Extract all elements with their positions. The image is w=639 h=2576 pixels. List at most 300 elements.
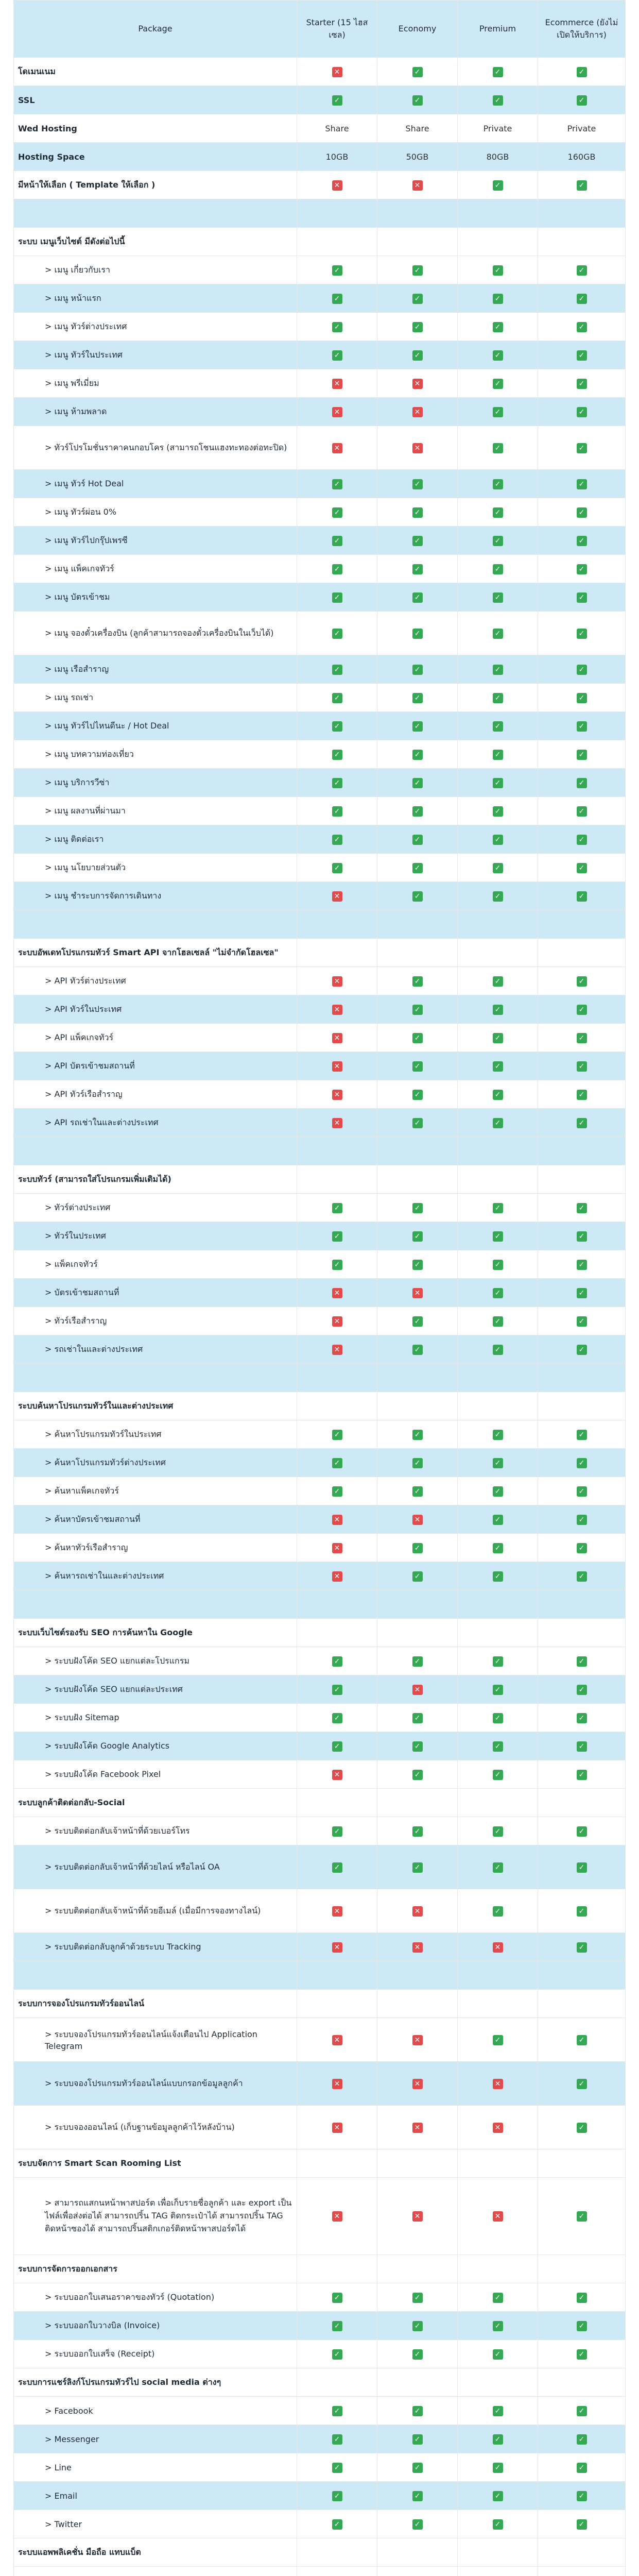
table-row xyxy=(14,2178,626,2255)
cell-premium xyxy=(458,1845,538,1889)
check-icon: ✓ xyxy=(493,863,503,873)
table-row xyxy=(14,2340,626,2368)
table-row xyxy=(14,2283,626,2312)
cell-ecommerce xyxy=(538,2312,626,2340)
table-row xyxy=(14,171,626,199)
check-icon: ✓ xyxy=(412,976,423,987)
feature-label: > Facebook xyxy=(14,2397,297,2425)
cell-economy xyxy=(377,1420,458,1449)
cell-ecommerce xyxy=(538,1961,626,1990)
check-icon: ✓ xyxy=(577,592,587,603)
table-row xyxy=(14,1449,626,1477)
cell-starter xyxy=(297,1250,377,1279)
cell-ecommerce xyxy=(538,256,626,284)
check-icon: ✓ xyxy=(412,1345,423,1355)
table-row xyxy=(14,2510,626,2538)
cross-icon: ✕ xyxy=(332,2123,342,2133)
check-icon: ✓ xyxy=(577,322,587,332)
check-icon: ✓ xyxy=(577,1260,587,1270)
cell-economy xyxy=(377,2106,458,2149)
cell-ecommerce xyxy=(538,1449,626,1477)
plan-header-economy: Economy xyxy=(377,1,458,58)
cross-icon: ✕ xyxy=(332,1543,342,1553)
table-row xyxy=(14,612,626,655)
cell-premium xyxy=(458,1534,538,1562)
table-row xyxy=(14,1052,626,1080)
check-icon: ✓ xyxy=(577,2123,587,2133)
cell-premium xyxy=(458,2567,538,2576)
cell-economy xyxy=(377,1250,458,1279)
cell-economy xyxy=(377,2340,458,2368)
cell-starter xyxy=(297,939,377,967)
check-icon: ✓ xyxy=(493,629,503,639)
check-icon: ✓ xyxy=(412,1713,423,1723)
feature-label: > ระบบออกใบวางบิล (Invoice) xyxy=(14,2312,297,2340)
table-row xyxy=(14,1307,626,1335)
check-icon: ✓ xyxy=(412,1486,423,1497)
check-icon: ✓ xyxy=(577,1231,587,1242)
check-icon: ✓ xyxy=(412,67,423,77)
check-icon: ✓ xyxy=(493,2406,503,2416)
check-icon: ✓ xyxy=(493,1005,503,1015)
table-row xyxy=(14,527,626,555)
cell-economy xyxy=(377,1080,458,1109)
cell-economy xyxy=(377,1279,458,1307)
feature-label: > API รถเช่าในและต่างประเทศ xyxy=(14,1109,297,1137)
feature-label: > ระบบฝังโค้ด Facebook Pixel xyxy=(14,1760,297,1789)
cell-starter xyxy=(297,58,377,86)
check-icon: ✓ xyxy=(493,536,503,546)
table-row xyxy=(14,2482,626,2510)
check-icon: ✓ xyxy=(412,1061,423,1072)
cell-economy xyxy=(377,114,458,143)
cell-economy xyxy=(377,797,458,825)
table-row xyxy=(14,1845,626,1889)
check-icon: ✓ xyxy=(493,1288,503,1298)
check-icon: ✓ xyxy=(493,2491,503,2501)
cell-starter xyxy=(297,2283,377,2312)
check-icon: ✓ xyxy=(332,507,342,518)
cell-economy xyxy=(377,2178,458,2255)
cell-premium xyxy=(458,1080,538,1109)
check-icon: ✓ xyxy=(577,665,587,675)
cell-premium xyxy=(458,527,538,555)
feature-label: > ระบบฝังโค้ด Google Analytics xyxy=(14,1732,297,1760)
check-icon: ✓ xyxy=(577,778,587,788)
check-icon: ✓ xyxy=(493,2035,503,2045)
check-icon: ✓ xyxy=(412,1458,423,1468)
cell-starter xyxy=(297,825,377,854)
cell-premium xyxy=(458,1024,538,1052)
cell-premium xyxy=(458,58,538,86)
check-icon: ✓ xyxy=(493,1906,503,1917)
check-icon: ✓ xyxy=(332,1231,342,1242)
cell-premium xyxy=(458,712,538,740)
cell-starter xyxy=(297,1845,377,1889)
table-row xyxy=(14,2312,626,2340)
table-row xyxy=(14,1760,626,1789)
cell-premium xyxy=(458,1109,538,1137)
check-icon: ✓ xyxy=(493,1656,503,1667)
section-row xyxy=(14,2368,626,2397)
cell-starter xyxy=(297,1392,377,1420)
cross-icon: ✕ xyxy=(332,1770,342,1780)
cell-ecommerce xyxy=(538,1562,626,1590)
cell-ecommerce xyxy=(538,2567,626,2576)
cell-starter xyxy=(297,712,377,740)
cell-ecommerce xyxy=(538,1675,626,1704)
cell-economy xyxy=(377,58,458,86)
cross-icon: ✕ xyxy=(493,2123,503,2133)
feature-label: > API บัตรเข้าชมสถานที่ xyxy=(14,1052,297,1080)
feature-label: > เมนู จองตั๋วเครื่องบิน (ลูกค้าสามารถจองตั๋วเครื่องบินในเว็บได้) xyxy=(14,612,297,655)
cell-starter xyxy=(297,228,377,256)
check-icon: ✓ xyxy=(412,1571,423,1582)
cell-economy xyxy=(377,284,458,313)
cell-starter xyxy=(297,1990,377,2018)
cell-ecommerce xyxy=(538,1477,626,1505)
section-row xyxy=(14,939,626,967)
cell-ecommerce xyxy=(538,712,626,740)
cell-premium xyxy=(458,1562,538,1590)
check-icon: ✓ xyxy=(332,2434,342,2445)
cell-economy xyxy=(377,740,458,769)
cell-premium xyxy=(458,2510,538,2538)
cell-premium xyxy=(458,143,538,171)
feature-label: > ระบบออกใบเสร็จ (Receipt) xyxy=(14,2340,297,2368)
feature-label: > บัตรเข้าชมสถานที่ xyxy=(14,1279,297,1307)
check-icon: ✓ xyxy=(493,1231,503,1242)
check-icon: ✓ xyxy=(332,2519,342,2530)
cross-icon: ✕ xyxy=(332,443,342,453)
cell-starter xyxy=(297,1137,377,1165)
cell-premium xyxy=(458,1137,538,1165)
cell-premium xyxy=(458,426,538,470)
cell-starter xyxy=(297,369,377,398)
cell-starter xyxy=(297,1732,377,1760)
cell-economy xyxy=(377,2567,458,2576)
section-row xyxy=(14,1990,626,2018)
cell-ecommerce xyxy=(538,2538,626,2567)
cell-ecommerce xyxy=(538,1704,626,1732)
feature-label: > API ทัวร์ในประเทศ xyxy=(14,995,297,1024)
cell-premium xyxy=(458,1933,538,1961)
table-row xyxy=(14,58,626,86)
cell-economy xyxy=(377,199,458,228)
cell-economy xyxy=(377,1137,458,1165)
cell-starter xyxy=(297,2368,377,2397)
table-row xyxy=(14,1024,626,1052)
feature-label: > API แพ็คเกจทัวร์ xyxy=(14,1024,297,1052)
cell-premium xyxy=(458,555,538,583)
check-icon: ✓ xyxy=(577,1033,587,1043)
cross-icon: ✕ xyxy=(332,1906,342,1917)
cell-premium xyxy=(458,369,538,398)
check-icon: ✓ xyxy=(412,265,423,276)
cross-icon: ✕ xyxy=(412,2211,423,2222)
check-icon: ✓ xyxy=(493,1203,503,1213)
cell-starter xyxy=(297,910,377,939)
cross-icon: ✕ xyxy=(332,1118,342,1128)
cell-economy xyxy=(377,1675,458,1704)
cell-economy xyxy=(377,1562,458,1590)
cell-ecommerce xyxy=(538,939,626,967)
feature-label: > สามารถแสกนหน้าพาสปอร์ต เพื่อเก็บรายชื่อลูกค้า และ export เป็นไฟล์เพื่อส่งต่อได้ สามารถปริ้น TAG ติดกระเป๋าได้ สามารถปริ้น TAG ติดหน้าซองได้ สามารถปริ้นสติกเกอร์ติดหน้าพาสปอร์ตได้ xyxy=(14,2178,297,2255)
cell-value: 50GB xyxy=(406,151,429,162)
cell-economy xyxy=(377,1789,458,1817)
check-icon: ✓ xyxy=(493,2321,503,2331)
check-icon: ✓ xyxy=(412,1316,423,1327)
check-icon: ✓ xyxy=(493,2293,503,2303)
cell-starter xyxy=(297,1279,377,1307)
check-icon: ✓ xyxy=(332,863,342,873)
cell-ecommerce xyxy=(538,1789,626,1817)
cell-starter xyxy=(297,1420,377,1449)
cell-premium xyxy=(458,284,538,313)
cell-ecommerce xyxy=(538,369,626,398)
table-row xyxy=(14,1109,626,1137)
table-row xyxy=(14,1222,626,1250)
section-row xyxy=(14,1392,626,1420)
table-row xyxy=(14,398,626,426)
cross-icon: ✕ xyxy=(412,1288,423,1298)
cell-starter xyxy=(297,2018,377,2062)
cell-economy xyxy=(377,143,458,171)
cell-ecommerce xyxy=(538,2283,626,2312)
feature-label: > ทัวร์โปรโมชั่นราคาคนกอบโคร (สามารถโชนแฮงทะทองต่อทะปิด) xyxy=(14,426,297,470)
cell-premium xyxy=(458,1889,538,1933)
feature-label: > เมนู ชำระบการจัดการเดินทาง xyxy=(14,882,297,910)
cell-ecommerce xyxy=(538,1845,626,1889)
cell-ecommerce xyxy=(538,1165,626,1194)
cell-economy xyxy=(377,2482,458,2510)
cell-starter xyxy=(297,1080,377,1109)
feature-label: SSL xyxy=(14,86,297,114)
check-icon: ✓ xyxy=(577,1741,587,1752)
feature-label: > Line xyxy=(14,2453,297,2482)
feature-label: > ค้นหาโปรแกรมทัวร์ในประเทศ xyxy=(14,1420,297,1449)
feature-label xyxy=(14,1364,297,1392)
cell-premium xyxy=(458,1165,538,1194)
cell-economy xyxy=(377,1335,458,1364)
cell-economy xyxy=(377,1619,458,1647)
cross-icon: ✕ xyxy=(412,2035,423,2045)
section-title: ระบบอัพเดทโปรแกรมทัวร์ Smart API จากโฮลเซลล์ "ไม่จำกัดโฮลเซล" xyxy=(14,939,297,967)
cell-premium xyxy=(458,1789,538,1817)
check-icon: ✓ xyxy=(577,1656,587,1667)
cell-premium xyxy=(458,1990,538,2018)
check-icon: ✓ xyxy=(493,891,503,902)
cell-starter xyxy=(297,2255,377,2283)
check-icon: ✓ xyxy=(412,665,423,675)
cell-premium xyxy=(458,2106,538,2149)
check-icon: ✓ xyxy=(493,665,503,675)
check-icon: ✓ xyxy=(412,721,423,732)
check-icon: ✓ xyxy=(412,1741,423,1752)
cell-economy xyxy=(377,910,458,939)
check-icon: ✓ xyxy=(412,1005,423,1015)
cell-starter xyxy=(297,555,377,583)
cell-economy xyxy=(377,1817,458,1845)
feature-label: > เมนู ทัวร์ต่างประเทศ xyxy=(14,313,297,341)
check-icon: ✓ xyxy=(332,265,342,276)
check-icon: ✓ xyxy=(332,1741,342,1752)
check-icon: ✓ xyxy=(577,1430,587,1440)
feature-label xyxy=(14,1961,297,1990)
table-row xyxy=(14,2106,626,2149)
check-icon: ✓ xyxy=(577,1713,587,1723)
cell-economy xyxy=(377,426,458,470)
cell-economy xyxy=(377,854,458,882)
feature-label: > ระบบติดต่อกลับเจ้าหน้าที่ด้วยเบอร์โทร xyxy=(14,1817,297,1845)
table-row xyxy=(14,1080,626,1109)
spacer-row xyxy=(14,1961,626,1990)
cell-ecommerce xyxy=(538,1307,626,1335)
cell-premium xyxy=(458,2255,538,2283)
cell-premium xyxy=(458,1732,538,1760)
cell-starter xyxy=(297,684,377,712)
check-icon: ✓ xyxy=(577,1316,587,1327)
cell-ecommerce xyxy=(538,2018,626,2062)
check-icon: ✓ xyxy=(332,350,342,361)
table-row xyxy=(14,143,626,171)
cell-starter xyxy=(297,1675,377,1704)
check-icon: ✓ xyxy=(412,95,423,106)
cell-starter xyxy=(297,470,377,498)
section-title: ระบบ เมนูเว็บไซต์ มีดังต่อไปนี้ xyxy=(14,228,297,256)
section-title: ระบบแอพพลิเคชั่น มือถือ แทบแบ็ต xyxy=(14,2538,297,2567)
check-icon: ✓ xyxy=(412,592,423,603)
feature-label: Hosting Space xyxy=(14,143,297,171)
cell-starter xyxy=(297,797,377,825)
cell-economy xyxy=(377,1990,458,2018)
cell-premium xyxy=(458,583,538,612)
cell-ecommerce xyxy=(538,86,626,114)
cell-economy xyxy=(377,712,458,740)
cell-premium xyxy=(458,1250,538,1279)
cell-premium xyxy=(458,228,538,256)
cell-economy xyxy=(377,2018,458,2062)
feature-label: > เมนู ทัวร์ไปกรุ๊ปเพรซี xyxy=(14,527,297,555)
check-icon: ✓ xyxy=(493,265,503,276)
table-header xyxy=(14,1,626,58)
cell-starter xyxy=(297,1760,377,1789)
check-icon: ✓ xyxy=(332,2463,342,2473)
cell-ecommerce xyxy=(538,1505,626,1534)
cell-economy xyxy=(377,313,458,341)
cell-premium xyxy=(458,1420,538,1449)
cross-icon: ✕ xyxy=(332,891,342,902)
feature-label xyxy=(14,1590,297,1619)
cell-premium xyxy=(458,498,538,527)
cell-ecommerce xyxy=(538,2425,626,2453)
cell-premium xyxy=(458,967,538,995)
cell-starter xyxy=(297,143,377,171)
cell-ecommerce xyxy=(538,2368,626,2397)
cross-icon: ✕ xyxy=(332,180,342,191)
cell-premium xyxy=(458,1364,538,1392)
check-icon: ✓ xyxy=(577,1685,587,1695)
cell-starter xyxy=(297,612,377,655)
cell-economy xyxy=(377,2425,458,2453)
cell-starter xyxy=(297,1364,377,1392)
check-icon: ✓ xyxy=(493,1260,503,1270)
cell-starter xyxy=(297,995,377,1024)
check-icon: ✓ xyxy=(332,750,342,760)
cell-economy xyxy=(377,398,458,426)
check-icon: ✓ xyxy=(493,1741,503,1752)
check-icon: ✓ xyxy=(493,1862,503,1873)
cell-economy xyxy=(377,470,458,498)
cell-economy xyxy=(377,2062,458,2106)
cell-premium xyxy=(458,1590,538,1619)
feature-label xyxy=(14,910,297,939)
feature-label: > เมนู เรือสำราญ xyxy=(14,655,297,684)
check-icon: ✓ xyxy=(577,1862,587,1873)
check-icon: ✓ xyxy=(577,629,587,639)
check-icon: ✓ xyxy=(493,1061,503,1072)
cell-ecommerce xyxy=(538,1760,626,1789)
check-icon: ✓ xyxy=(577,95,587,106)
cell-starter xyxy=(297,199,377,228)
check-icon: ✓ xyxy=(577,2293,587,2303)
cell-economy xyxy=(377,1024,458,1052)
check-icon: ✓ xyxy=(577,2491,587,2501)
cell-starter xyxy=(297,1534,377,1562)
cell-ecommerce xyxy=(538,313,626,341)
cell-starter xyxy=(297,1961,377,1990)
feature-label: > เมนู พรีเมี่ยม xyxy=(14,369,297,398)
cell-starter xyxy=(297,498,377,527)
cell-value: Private xyxy=(483,123,512,133)
cell-starter xyxy=(297,882,377,910)
check-icon: ✓ xyxy=(493,1090,503,1100)
cell-economy xyxy=(377,1889,458,1933)
check-icon: ✓ xyxy=(412,2406,423,2416)
cell-premium xyxy=(458,1222,538,1250)
cell-economy xyxy=(377,1052,458,1080)
section-row xyxy=(14,228,626,256)
check-icon: ✓ xyxy=(332,2491,342,2501)
check-icon: ✓ xyxy=(412,1543,423,1553)
check-icon: ✓ xyxy=(493,1486,503,1497)
table-row xyxy=(14,1335,626,1364)
check-icon: ✓ xyxy=(412,1090,423,1100)
check-icon: ✓ xyxy=(577,2035,587,2045)
table-row xyxy=(14,1279,626,1307)
check-icon: ✓ xyxy=(412,1430,423,1440)
check-icon: ✓ xyxy=(577,976,587,987)
cross-icon: ✕ xyxy=(412,2123,423,2133)
check-icon: ✓ xyxy=(412,350,423,361)
table-row xyxy=(14,2425,626,2453)
check-icon: ✓ xyxy=(577,479,587,489)
check-icon: ✓ xyxy=(577,1826,587,1837)
check-icon: ✓ xyxy=(493,693,503,703)
cell-ecommerce xyxy=(538,797,626,825)
cell-economy xyxy=(377,527,458,555)
cross-icon: ✕ xyxy=(332,1316,342,1327)
check-icon: ✓ xyxy=(332,479,342,489)
table-row xyxy=(14,712,626,740)
section-row xyxy=(14,2538,626,2567)
cell-starter xyxy=(297,284,377,313)
table-row xyxy=(14,86,626,114)
check-icon: ✓ xyxy=(332,2406,342,2416)
check-icon: ✓ xyxy=(493,1571,503,1582)
feature-label: > ค้นหาบัตรเข้าชมสถานที่ xyxy=(14,1505,297,1534)
check-icon: ✓ xyxy=(577,835,587,845)
